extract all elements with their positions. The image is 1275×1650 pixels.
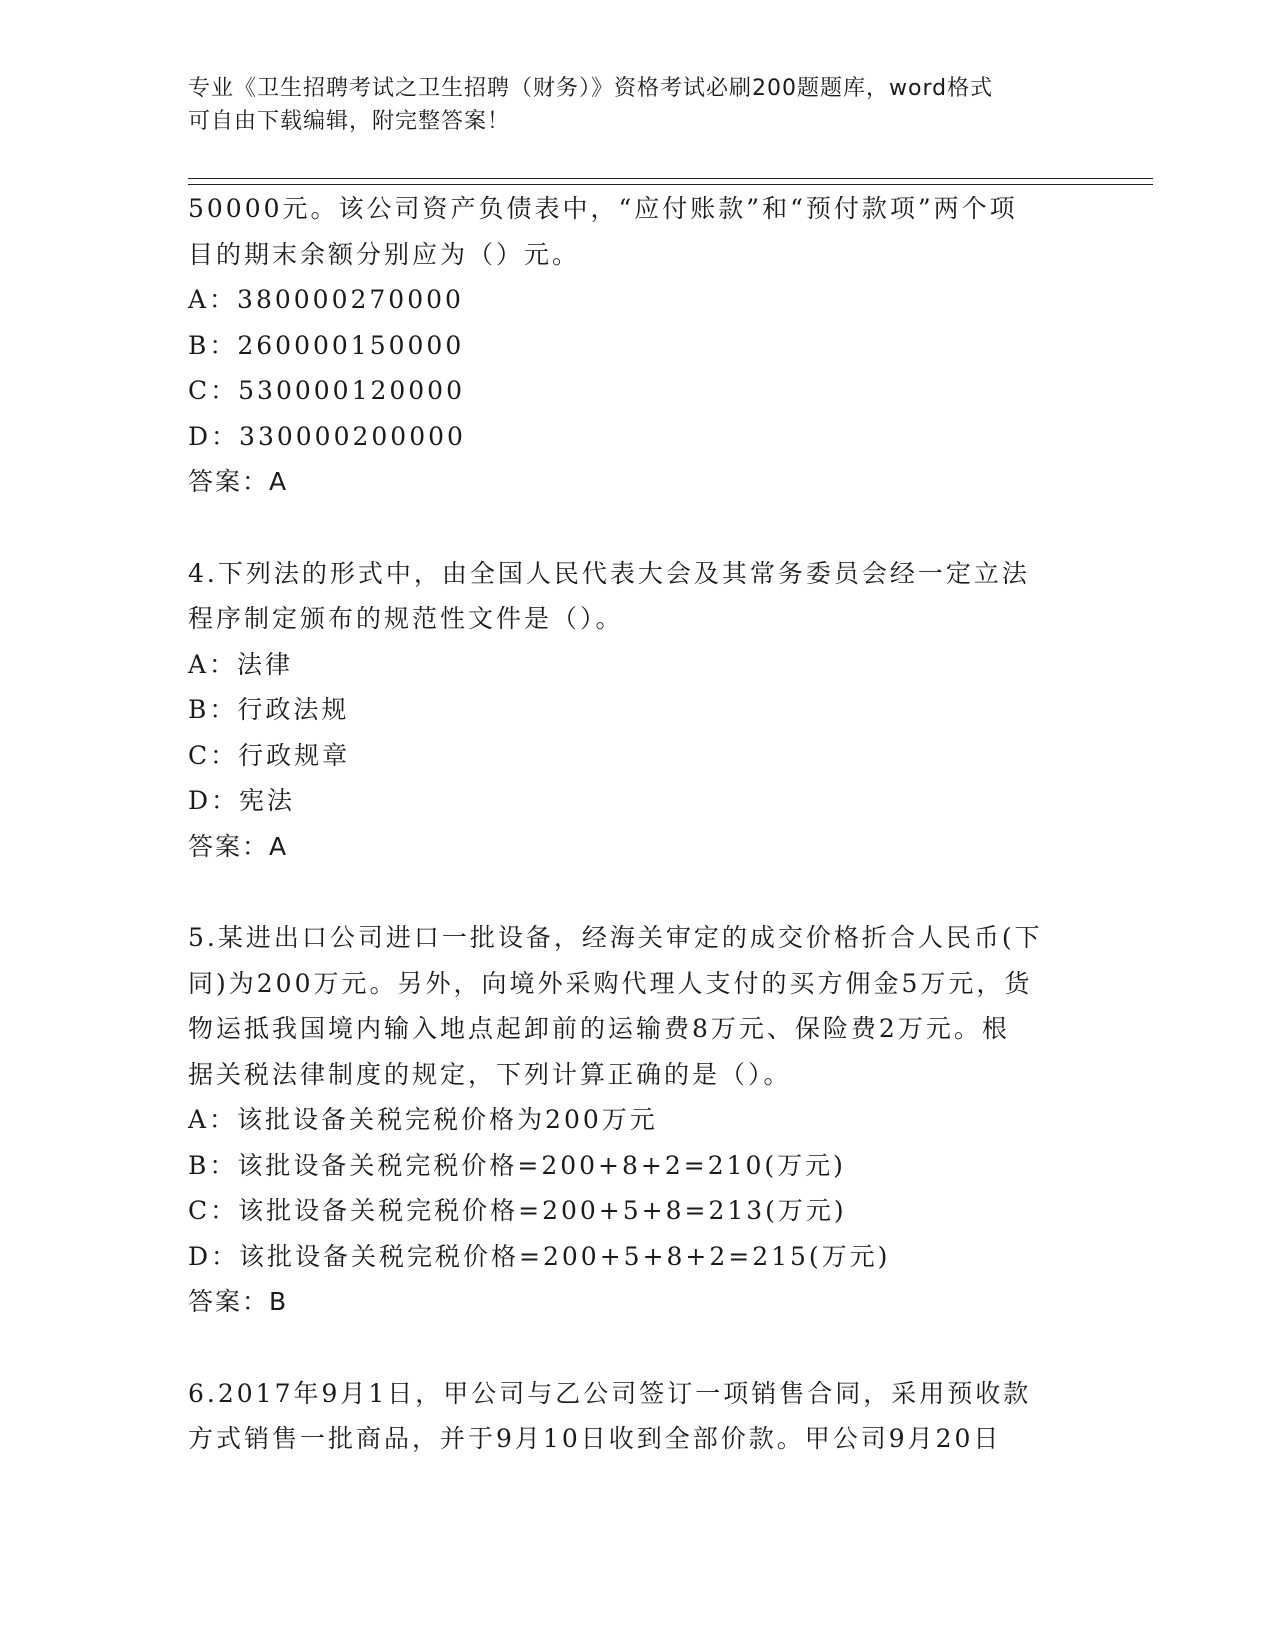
question-text-line: 4.下列法的形式中，由全国人民代表大会及其常务委员会经一定立法 [188, 558, 1030, 588]
question-6 [188, 1371, 1108, 1462]
question-4 [188, 551, 1108, 870]
question-text-line: 同)为200万元。另外，向境外采购代理人支付的买方佣金5万元，货 [188, 968, 1033, 998]
option-b: B：行政法规 [188, 695, 350, 724]
question-text-line: 50000元。该公司资产负债表中，“应付账款”和“预付款项”两个项 [188, 194, 1018, 223]
answer-line: 答案：A [188, 831, 289, 861]
header-line-2: 可自由下载编辑，附完整答案！ [188, 109, 511, 134]
page-header [188, 72, 1088, 138]
option-a: A：法律 [188, 649, 294, 679]
question-text-line: 6.2017年9月1日，甲公司与乙公司签订一项销售合同，采用预收款 [188, 1378, 1032, 1408]
option-d: D：330000200000 [188, 421, 466, 451]
option-d: D：宪法 [188, 786, 296, 815]
spacer [188, 1325, 1108, 1371]
question-text-line: 据关税法律制度的规定，下列计算正确的是（）。 [188, 1059, 792, 1089]
spacer [188, 505, 1108, 551]
question-text-line: 物运抵我国境内输入地点起卸前的运输费8万元、保险费2万元。根 [188, 1014, 1010, 1043]
option-c: C：该批设备关税完税价格=200+5+8=213(万元) [188, 1196, 847, 1225]
option-c: C：530000120000 [188, 376, 465, 405]
question-text-line: 5.某进出口公司进口一批设备，经海关审定的成交价格折合人民币(下 [188, 923, 1043, 952]
header-line-1: 专业《卫生招聘考试之卫生招聘（财务）》资格考试必刷200题题库，word格式 [188, 76, 994, 101]
option-b: B：该批设备关税完税价格=200+8+2=210(万元) [188, 1150, 846, 1180]
question-text-line: 程序制定颁布的规范性文件是（）。 [188, 604, 624, 633]
question-3 [188, 186, 1108, 505]
answer-line: 答案：A [188, 467, 289, 496]
question-5 [188, 915, 1108, 1325]
header-rule-top [188, 178, 1153, 179]
question-content [188, 186, 1108, 1462]
option-a: A：该批设备关税完税价格为200万元 [188, 1105, 658, 1134]
spacer [188, 869, 1108, 915]
question-text-line: 目的期末余额分别应为（）元。 [188, 239, 581, 269]
option-a: A：380000270000 [188, 285, 464, 314]
option-b: B：260000150000 [188, 330, 465, 360]
header-rule-bottom [188, 184, 1153, 185]
option-d: D：该批设备关税完税价格=200+5+8+2=215(万元) [188, 1241, 891, 1271]
question-text-line: 方式销售一批商品，并于9月10日收到全部价款。甲公司9月20日 [188, 1424, 1002, 1453]
option-c: C：行政规章 [188, 740, 351, 770]
answer-line: 答案：B [188, 1287, 289, 1316]
